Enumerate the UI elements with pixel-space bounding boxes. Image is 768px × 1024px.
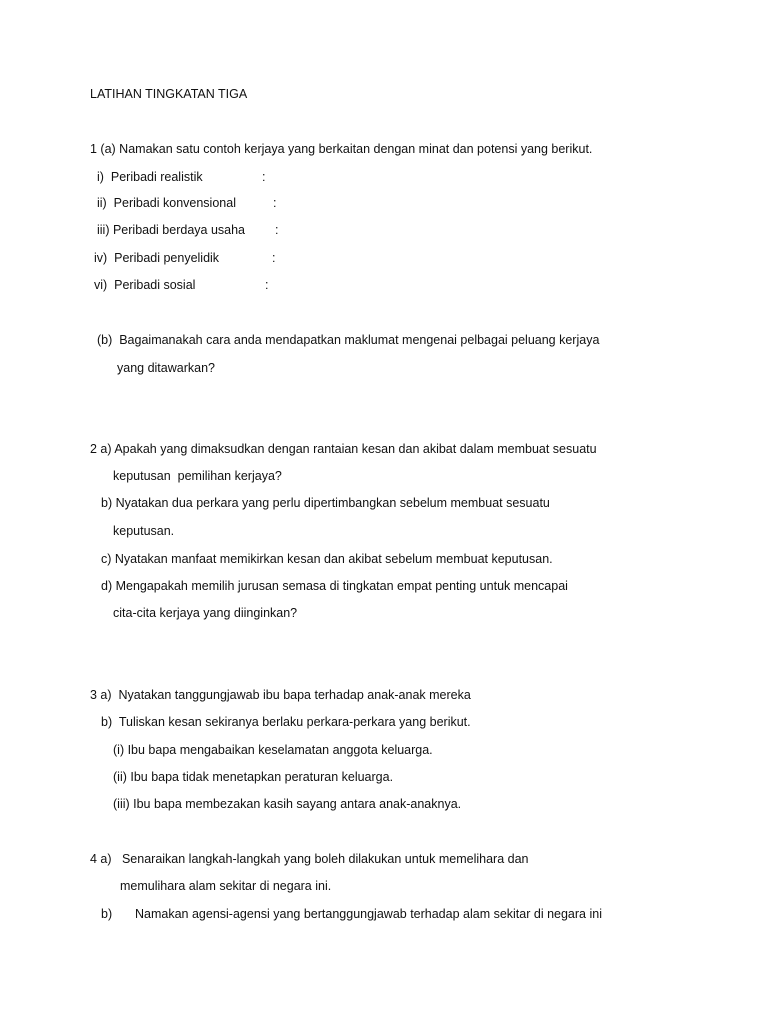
q2-b-text-cont: keputusan.	[113, 524, 175, 538]
q1-item-label: iv) Peribadi penyelidik	[94, 251, 220, 265]
q2-a-text-cont: keputusan pemilihan kerjaya?	[113, 469, 282, 483]
q3-a-text: 3 a) Nyatakan tanggungjawab ibu bapa terhadap anak-anak mereka	[90, 688, 471, 702]
q3-b-item: (i) Ibu bapa mengabaikan keselamatan anggota keluarga.	[113, 743, 433, 757]
document-title: LATIHAN TINGKATAN TIGA	[90, 87, 248, 101]
q1-item-colon: :	[272, 251, 276, 265]
q2-b-text: b) Nyatakan dua perkara yang perlu dipertimbangkan sebelum membuat sesuatu	[101, 496, 550, 510]
q1-item-colon: :	[262, 170, 266, 184]
q3-b-item: (ii) Ibu bapa tidak menetapkan peraturan keluarga.	[113, 770, 394, 784]
q1-item-label: vi) Peribadi sosial	[94, 278, 196, 292]
q4-a-text-cont: memulihara alam sekitar di negara ini.	[120, 879, 332, 893]
q4-b-text: Namakan agensi-agensi yang bertanggungjawab terhadap alam sekitar di negara ini	[135, 907, 602, 921]
q3-b-item: (iii) Ibu bapa membezakan kasih sayang antara anak-anaknya.	[113, 797, 462, 811]
q1-a-text: 1 (a) Namakan satu contoh kerjaya yang berkaitan dengan minat dan potensi yang berikut.	[90, 142, 593, 156]
q2-c-text: c) Nyatakan manfaat memikirkan kesan dan akibat sebelum membuat keputusan.	[101, 552, 553, 566]
q2-a-text: 2 a) Apakah yang dimaksudkan dengan rantaian kesan dan akibat dalam membuat sesuatu	[90, 442, 597, 456]
q1-b-text: (b) Bagaimanakah cara anda mendapatkan maklumat mengenai pelbagai peluang kerjaya	[97, 333, 600, 347]
q1-item-colon: :	[273, 196, 277, 210]
q1-item-label: iii) Peribadi berdaya usaha	[97, 223, 246, 237]
q1-item-label: ii) Peribadi konvensional	[97, 196, 236, 210]
q4-b-label: b)	[101, 907, 113, 921]
q1-item-label: i) Peribadi realistik	[97, 170, 203, 184]
q2-d-text-cont: cita-cita kerjaya yang diinginkan?	[113, 606, 298, 620]
q1-item-colon: :	[275, 223, 279, 237]
q2-d-text: d) Mengapakah memilih jurusan semasa di tingkatan empat penting untuk mencapai	[101, 579, 568, 593]
q1-item-colon: :	[265, 278, 269, 292]
q1-b-text-cont: yang ditawarkan?	[117, 361, 215, 375]
q3-b-text: b) Tuliskan kesan sekiranya berlaku perkara-perkara yang berikut.	[101, 715, 471, 729]
q4-a-text: 4 a) Senaraikan langkah-langkah yang boleh dilakukan untuk memelihara dan	[90, 852, 529, 866]
